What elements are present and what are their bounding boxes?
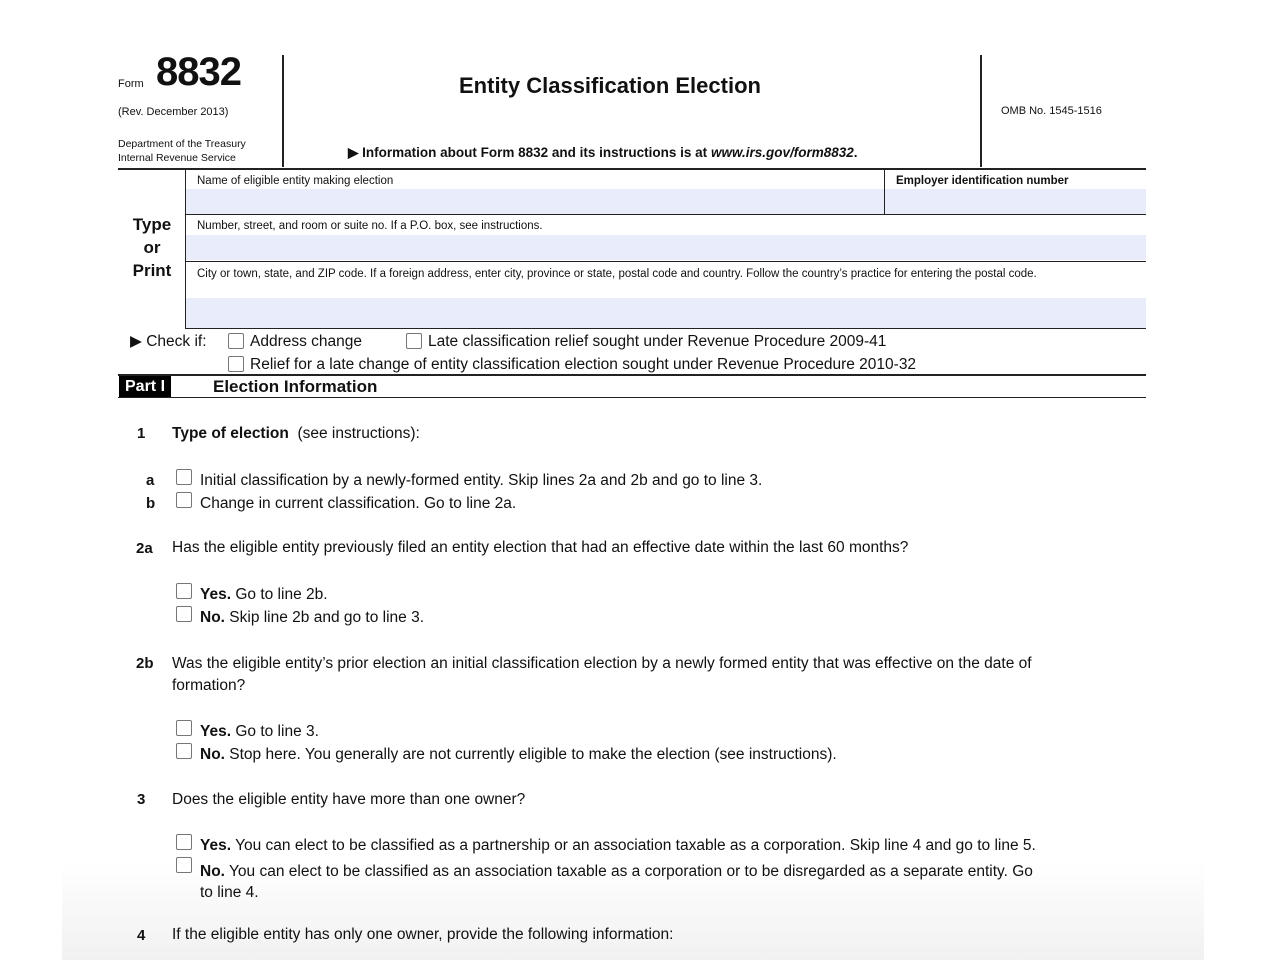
late-relief-label: Late classification relief sought under Revenue Procedure 2009-41 (428, 333, 887, 350)
line1a-checkbox[interactable] (176, 469, 192, 485)
street-label: Number, street, and room or suite no. If a P.O. box, see instructions. (197, 220, 543, 232)
form-revision: (Rev. December 2013) (118, 106, 229, 118)
line3-yes-option (200, 836, 1036, 856)
info-suffix: . (853, 145, 858, 160)
omb-number: OMB No. 1545-1516 (1001, 105, 1102, 117)
part1-top-rule (118, 374, 1146, 376)
line2a-number: 2a (136, 540, 153, 557)
line1-title: Type of election (172, 425, 289, 442)
late-change-label: Relief for a late change of entity classification election sought under Revenue Procedure 2010-32 (250, 356, 917, 373)
row-rule-1 (185, 214, 1146, 215)
header-bottom-rule (118, 168, 1146, 170)
type-or-print-label (118, 213, 186, 282)
check-if-label: ▶ Check if: (130, 333, 207, 350)
line3-no-text-line1: You can elect to be classified as an association taxable as a corporation or to be disregarded as a separate entity. Go (229, 863, 1033, 880)
form-word: Form (118, 78, 144, 90)
late-relief-checkbox[interactable] (406, 333, 422, 349)
line1-number: 1 (137, 425, 146, 442)
line2b-yes-option (200, 722, 319, 742)
line1b-checkbox[interactable] (176, 492, 192, 508)
ein-input[interactable] (885, 189, 1146, 214)
line2a-no-option (200, 608, 424, 628)
line2a-no-label: No. (200, 609, 225, 626)
line2a-question: Has the eligible entity previously filed an entity election that had an effective date within the last 60 months? (172, 539, 909, 556)
entity-name-input[interactable] (186, 189, 884, 214)
line4-question: If the eligible entity has only one owner, provide the following information: (172, 926, 674, 943)
line1-heading (172, 424, 420, 444)
line3-number: 3 (137, 791, 146, 808)
line1-note: (see instructions): (297, 425, 420, 442)
line2a-no-checkbox[interactable] (176, 606, 192, 622)
row-rule-3 (185, 328, 1146, 329)
or-word: or (143, 238, 161, 257)
form-title: Entity Classification Election (459, 73, 761, 98)
part1-title: Election Information (213, 377, 378, 396)
ein-label: Employer identification number (896, 175, 1069, 187)
line2b-no-label: No. (200, 746, 225, 763)
type-word: Type (132, 215, 172, 234)
line4-number: 4 (137, 927, 146, 944)
info-prefix: ▶ Information about Form 8832 and its instructions is at (348, 145, 711, 160)
line2a-yes-label: Yes. (200, 586, 232, 603)
entity-name-label: Name of eligible entity making election (197, 175, 394, 187)
service-label: Internal Revenue Service (118, 152, 236, 164)
part1-badge: Part I (119, 376, 171, 397)
line2b-no-text: Stop here. You generally are not currently eligible to make the election (see instructions). (229, 746, 837, 763)
header-divider-right (980, 55, 982, 167)
form-number: 8832 (156, 50, 241, 94)
line1b-letter: b (146, 495, 156, 512)
line2a-yes-text: Go to line 2b. (235, 586, 328, 603)
line3-no-text-line2: to line 4. (200, 884, 259, 901)
line3-no-checkbox[interactable] (176, 857, 192, 873)
line2b-question-line1: Was the eligible entity’s prior election an initial classification election by a newly formed entity that was effective on the date of (172, 655, 1032, 672)
city-input[interactable] (186, 298, 1146, 328)
line2a-no-text: Skip line 2b and go to line 3. (229, 609, 425, 626)
late-change-checkbox[interactable] (228, 356, 244, 372)
info-line (348, 145, 858, 161)
line2a-yes-checkbox[interactable] (176, 583, 192, 599)
street-input[interactable] (186, 235, 1146, 260)
department-label: Department of the Treasury (118, 138, 246, 150)
line3-no-option (200, 862, 1033, 882)
address-change-checkbox[interactable] (228, 333, 244, 349)
line2b-no-option (200, 745, 837, 765)
line3-yes-label: Yes. (200, 837, 232, 854)
line3-question: Does the eligible entity have more than one owner? (172, 791, 526, 808)
line1a-text: Initial classification by a newly-formed entity. Skip lines 2a and 2b and go to line 3. (200, 472, 763, 489)
city-label: City or town, state, and ZIP code. If a foreign address, enter city, province or state, postal code and country. Follow the country’s practice for entering the postal code. (197, 268, 1037, 280)
info-url-link[interactable]: www.irs.gov/form8832 (710, 145, 854, 160)
line2b-question-line2: formation? (172, 677, 246, 694)
line2b-number: 2b (136, 655, 154, 672)
line2b-yes-checkbox[interactable] (176, 720, 192, 736)
line1a-letter: a (146, 472, 155, 489)
header-divider-left (282, 55, 284, 167)
line2a-yes-option (200, 585, 328, 605)
part1-bottom-rule (118, 397, 1146, 398)
line2b-yes-label: Yes. (200, 723, 232, 740)
line1b-text: Change in current classification. Go to line 2a. (200, 495, 517, 512)
line2b-yes-text: Go to line 3. (235, 723, 319, 740)
line2b-no-checkbox[interactable] (176, 743, 192, 759)
line3-yes-checkbox[interactable] (176, 834, 192, 850)
line3-yes-text: You can elect to be classified as a partnership or an association taxable as a corporation. Skip line 4 and go to line 5. (235, 837, 1036, 854)
row-rule-2 (185, 261, 1146, 262)
address-change-label: Address change (250, 333, 363, 350)
print-word: Print (132, 261, 172, 280)
line3-no-label: No. (200, 863, 225, 880)
